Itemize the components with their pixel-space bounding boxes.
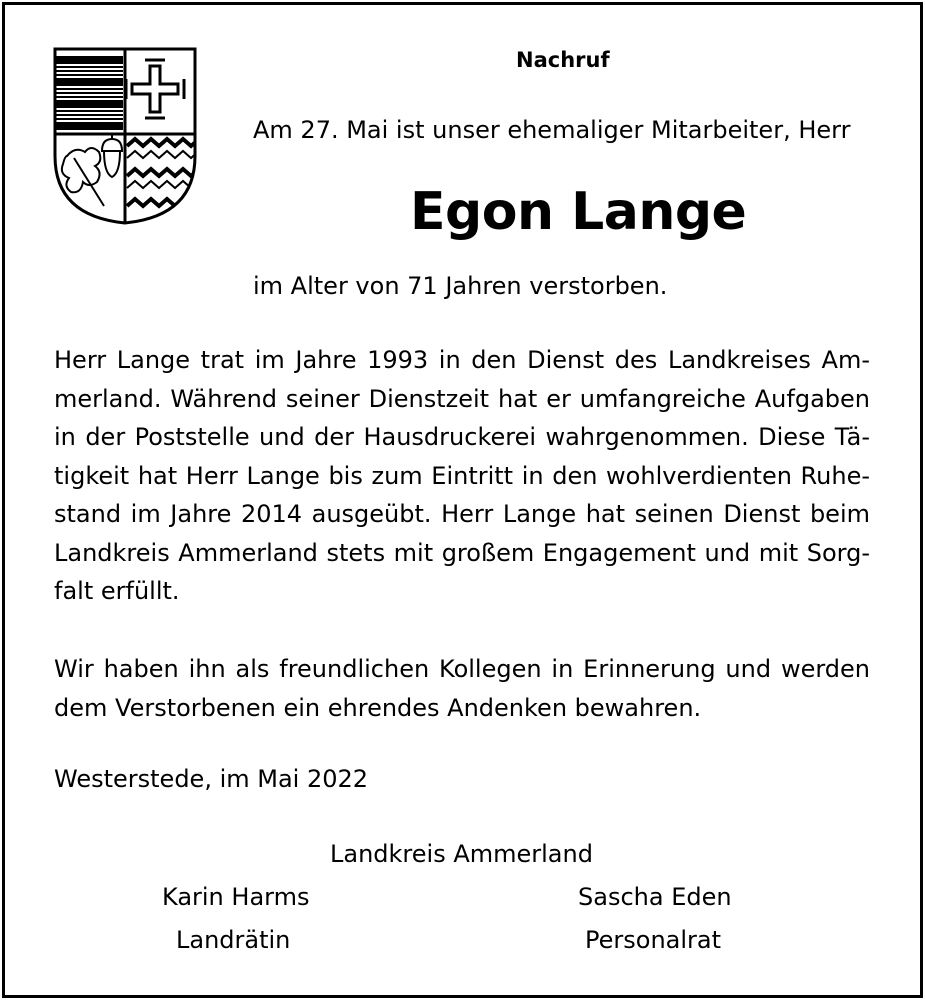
age-line: im Alter von 71 Jahren verstorben. — [253, 272, 668, 300]
paragraph-line: Herr Lange trat im Jahre 1993 in den Dienst des Landkreises Am- — [54, 346, 870, 374]
signatory-role: Landrätin — [176, 926, 291, 954]
paragraph-line: Landkreis Ammerland stets mit großem Engagement und mit Sorg- — [54, 538, 870, 567]
paragraph-line: tigkeit hat Herr Lange bis zum Eintritt in den wohlverdienten Ruhe- — [54, 461, 870, 490]
paragraph-line: dem Verstorbenen ein ehrendes Andenken bewahren. — [54, 693, 702, 722]
signatory-name: Sascha Eden — [578, 883, 732, 911]
signatory-name: Karin Harms — [162, 883, 310, 911]
coat-of-arms-icon — [52, 46, 198, 226]
remembrance-paragraph — [54, 650, 870, 727]
paragraph-line: merland. Während seiner Dienstzeit hat er umfangreiche Aufgaben — [54, 384, 870, 413]
deceased-name: Egon Lange — [410, 182, 747, 242]
paragraph-line: falt erfüllt. — [54, 577, 180, 605]
paragraph-line: stand im Jahre 2014 ausgeübt. Herr Lange hat seinen Dienst beim — [54, 500, 870, 528]
paragraph-line: Wir haben ihn als freundlichen Kollegen in Erinnerung und werden — [54, 655, 870, 683]
intro-line: Am 27. Mai ist unser ehemaliger Mitarbeiter, Herr — [253, 116, 851, 144]
notice-heading: Nachruf — [516, 48, 610, 72]
signatory-role: Personalrat — [585, 926, 722, 954]
paragraph-line: in der Poststelle und der Hausdruckerei wahrgenommen. Diese Tä- — [54, 423, 870, 451]
organization-name: Landkreis Ammerland — [330, 840, 593, 868]
tribute-paragraph — [54, 341, 870, 611]
place-date: Westerstede, im Mai 2022 — [54, 765, 369, 793]
